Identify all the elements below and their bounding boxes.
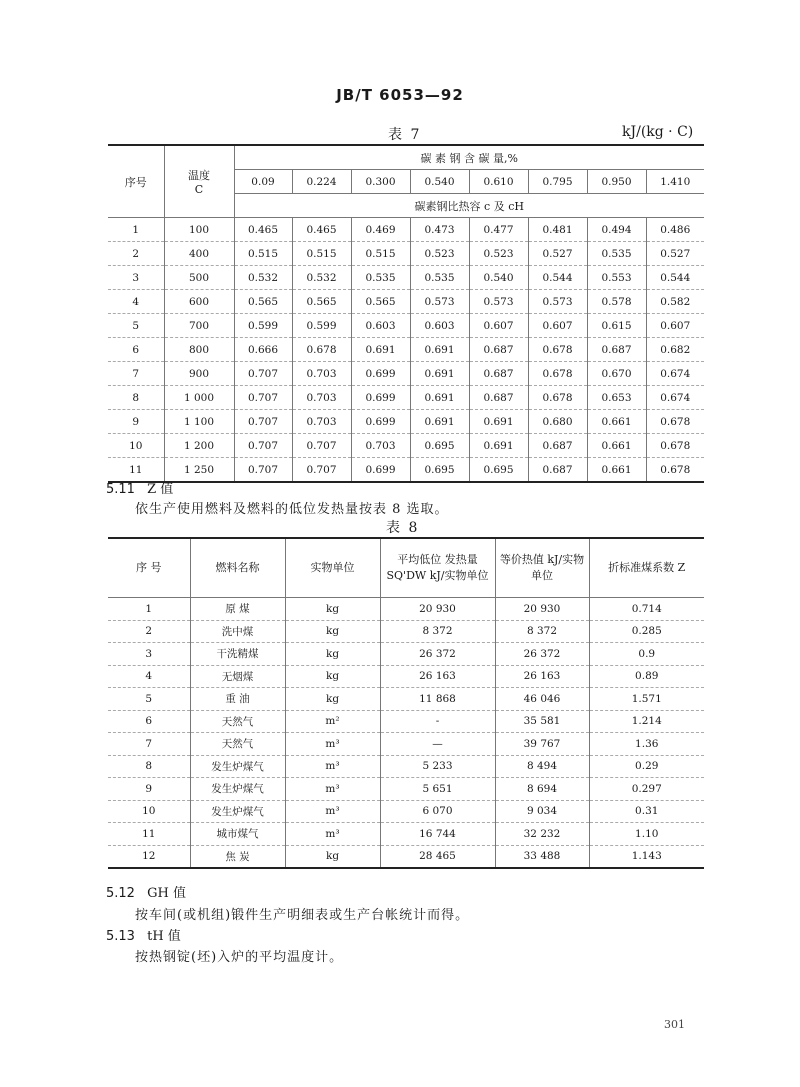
table7-seq-cell: 8 bbox=[108, 386, 164, 410]
table7-value-cell: 0.687 bbox=[587, 338, 646, 362]
section-5-13-text: 按热钢锭(坯)入炉的平均温度计。 bbox=[135, 950, 344, 965]
table7-value-cell: 0.661 bbox=[587, 410, 646, 434]
table-row bbox=[108, 458, 704, 483]
table8-avg-cell: 26 372 bbox=[380, 643, 495, 666]
table8-unit-cell: m³ bbox=[285, 778, 380, 801]
table8-seq-cell: 8 bbox=[108, 755, 190, 778]
table7-value-cell: 0.565 bbox=[234, 290, 292, 314]
table8-avg-cell: 26 163 bbox=[380, 665, 495, 688]
table8-avg-cell: — bbox=[380, 733, 495, 756]
table7-value-cell: 0.687 bbox=[528, 458, 587, 483]
table7-carbon-value: 0.300 bbox=[351, 170, 410, 194]
table8-avg-cell: 28 465 bbox=[380, 845, 495, 868]
table7-value-cell: 0.678 bbox=[528, 362, 587, 386]
table7-header-temp-line2: C bbox=[194, 183, 204, 196]
table8-name-cell: 干洗精煤 bbox=[190, 643, 285, 666]
table8-seq-cell: 10 bbox=[108, 800, 190, 823]
table7-value-cell: 0.707 bbox=[234, 434, 292, 458]
table8-seq-cell: 12 bbox=[108, 845, 190, 868]
table7-seq-cell: 3 bbox=[108, 266, 164, 290]
table7-value-cell: 0.515 bbox=[292, 242, 351, 266]
table7-value-cell: 0.565 bbox=[351, 290, 410, 314]
table7-carbon-value: 0.950 bbox=[587, 170, 646, 194]
table7-value-cell: 0.607 bbox=[528, 314, 587, 338]
section-5-11-title: Z 值 bbox=[147, 482, 174, 497]
table8-eq-cell: 33 488 bbox=[495, 845, 589, 868]
table7-carbon-value: 0.610 bbox=[469, 170, 528, 194]
table7-seq-cell: 5 bbox=[108, 314, 164, 338]
table8-seq-cell: 4 bbox=[108, 665, 190, 688]
table8-unit-cell: m³ bbox=[285, 755, 380, 778]
table7-value-cell: 0.707 bbox=[292, 434, 351, 458]
table-row bbox=[108, 338, 704, 362]
table7-value-cell: 0.707 bbox=[292, 458, 351, 483]
table7-value-cell: 0.666 bbox=[234, 338, 292, 362]
table7-temp-cell: 900 bbox=[164, 362, 234, 386]
table-row bbox=[108, 823, 704, 846]
table8-unit-cell: m² bbox=[285, 710, 380, 733]
table7-value-cell: 0.553 bbox=[587, 266, 646, 290]
table8-eq-cell: 39 767 bbox=[495, 733, 589, 756]
table8-eq-cell: 8 694 bbox=[495, 778, 589, 801]
table7-value-cell: 0.703 bbox=[292, 410, 351, 434]
table8-avg-cell: 20 930 bbox=[380, 598, 495, 621]
table8-eq-cell: 46 046 bbox=[495, 688, 589, 711]
section-5-11-number: 5.11 bbox=[106, 482, 135, 497]
table7-value-cell: 0.532 bbox=[292, 266, 351, 290]
table7-value-cell: 0.691 bbox=[410, 386, 469, 410]
section-5-12-text: 按车间(或机组)锻件生产明细表或生产台帐统计而得。 bbox=[135, 908, 470, 923]
table8-seq-cell: 9 bbox=[108, 778, 190, 801]
table7-value-cell: 0.578 bbox=[587, 290, 646, 314]
table8-avg-cell: 16 744 bbox=[380, 823, 495, 846]
table8-name-cell: 重 油 bbox=[190, 688, 285, 711]
table7-carbon-value: 0.09 bbox=[234, 170, 292, 194]
table8-avg-cell: 8 372 bbox=[380, 620, 495, 643]
table7-value-cell: 0.687 bbox=[528, 434, 587, 458]
table-row bbox=[108, 434, 704, 458]
table8-unit-cell: m³ bbox=[285, 800, 380, 823]
table-row bbox=[108, 266, 704, 290]
table8-z-cell: 1.36 bbox=[589, 733, 704, 756]
table7-unit: kJ/(kg · C) bbox=[622, 124, 694, 140]
table7-value-cell: 0.565 bbox=[292, 290, 351, 314]
section-5-12-heading bbox=[106, 882, 186, 901]
table-row bbox=[108, 845, 704, 868]
table7-value-cell: 0.691 bbox=[410, 410, 469, 434]
table7-value-cell: 0.695 bbox=[410, 434, 469, 458]
table8-name-cell: 原 煤 bbox=[190, 598, 285, 621]
section-5-13-title: tH 值 bbox=[147, 929, 181, 944]
table7-value-cell: 0.599 bbox=[234, 314, 292, 338]
table-row bbox=[108, 710, 704, 733]
table8-name-cell: 发生炉煤气 bbox=[190, 778, 285, 801]
table7-temp-cell: 1 100 bbox=[164, 410, 234, 434]
table8-eq-cell: 35 581 bbox=[495, 710, 589, 733]
table8-seq-cell: 7 bbox=[108, 733, 190, 756]
table7-value-cell: 0.699 bbox=[351, 410, 410, 434]
table7-temp-cell: 500 bbox=[164, 266, 234, 290]
table7-seq-cell: 10 bbox=[108, 434, 164, 458]
table-row bbox=[108, 800, 704, 823]
table7-value-cell: 0.691 bbox=[351, 338, 410, 362]
table7-value-cell: 0.603 bbox=[410, 314, 469, 338]
table7-temp-cell: 700 bbox=[164, 314, 234, 338]
table7-value-cell: 0.494 bbox=[587, 218, 646, 242]
table7-value-cell: 0.465 bbox=[234, 218, 292, 242]
table7-value-cell: 0.707 bbox=[234, 458, 292, 483]
table7-value-cell: 0.535 bbox=[410, 266, 469, 290]
table7-seq-cell: 9 bbox=[108, 410, 164, 434]
table-row bbox=[108, 598, 704, 621]
table7-value-cell: 0.544 bbox=[646, 266, 704, 290]
table7-value-cell: 0.523 bbox=[410, 242, 469, 266]
table7-value-cell: 0.486 bbox=[646, 218, 704, 242]
table7-value-cell: 0.703 bbox=[292, 362, 351, 386]
table8-unit-cell: m³ bbox=[285, 733, 380, 756]
table7-value-cell: 0.544 bbox=[528, 266, 587, 290]
table7-value-cell: 0.465 bbox=[292, 218, 351, 242]
table7-value-cell: 0.599 bbox=[292, 314, 351, 338]
table7-seq-cell: 4 bbox=[108, 290, 164, 314]
table8-name-cell: 焦 炭 bbox=[190, 845, 285, 868]
table7-value-cell: 0.699 bbox=[351, 362, 410, 386]
table7-temp-cell: 800 bbox=[164, 338, 234, 362]
table7-value-cell: 0.687 bbox=[469, 338, 528, 362]
table7-value-cell: 0.523 bbox=[469, 242, 528, 266]
table-row bbox=[108, 290, 704, 314]
table8-eq-cell: 9 034 bbox=[495, 800, 589, 823]
table7-value-cell: 0.532 bbox=[234, 266, 292, 290]
table8-z-cell: 0.89 bbox=[589, 665, 704, 688]
table7-value-cell: 0.670 bbox=[587, 362, 646, 386]
table8-avg-cell: 6 070 bbox=[380, 800, 495, 823]
table8-unit-cell: kg bbox=[285, 688, 380, 711]
table8-eq-cell: 26 163 bbox=[495, 665, 589, 688]
table8-name-cell: 无烟煤 bbox=[190, 665, 285, 688]
table8-z-cell: 0.9 bbox=[589, 643, 704, 666]
table7-value-cell: 0.573 bbox=[410, 290, 469, 314]
table7-value-cell: 0.607 bbox=[469, 314, 528, 338]
table8-header-cell: 等价热值 kJ/实物单位 bbox=[495, 538, 589, 598]
table7-value-cell: 0.515 bbox=[351, 242, 410, 266]
table8-name-cell: 发生炉煤气 bbox=[190, 800, 285, 823]
table7-value-cell: 0.481 bbox=[528, 218, 587, 242]
table8-avg-cell: 5 651 bbox=[380, 778, 495, 801]
section-5-12-title: GH 值 bbox=[147, 886, 186, 901]
table7-value-cell: 0.674 bbox=[646, 386, 704, 410]
table7-value-cell: 0.678 bbox=[292, 338, 351, 362]
table7-temp-cell: 1 200 bbox=[164, 434, 234, 458]
section-5-12-number: 5.12 bbox=[106, 886, 135, 901]
table7-value-cell: 0.674 bbox=[646, 362, 704, 386]
table8-unit-cell: kg bbox=[285, 665, 380, 688]
table8-header-cell: 平均低位 发热量 SQ'DW kJ/实物单位 bbox=[380, 538, 495, 598]
table7-value-cell: 0.699 bbox=[351, 386, 410, 410]
table7-heat-header: 碳素钢比热容 c 及 cH bbox=[234, 194, 704, 218]
table8-unit-cell: kg bbox=[285, 620, 380, 643]
table7-value-cell: 0.469 bbox=[351, 218, 410, 242]
table7-value-cell: 0.691 bbox=[410, 362, 469, 386]
table8-z-cell: 1.214 bbox=[589, 710, 704, 733]
document-header: JB/T 6053—92 bbox=[336, 86, 464, 104]
table7-value-cell: 0.535 bbox=[587, 242, 646, 266]
table8-z-cell: 1.571 bbox=[589, 688, 704, 711]
table7-value-cell: 0.515 bbox=[234, 242, 292, 266]
table8-z-cell: 0.714 bbox=[589, 598, 704, 621]
table7-value-cell: 0.699 bbox=[351, 458, 410, 483]
table8-avg-cell: 11 868 bbox=[380, 688, 495, 711]
table-row bbox=[108, 620, 704, 643]
table8-eq-cell: 32 232 bbox=[495, 823, 589, 846]
table7-value-cell: 0.653 bbox=[587, 386, 646, 410]
table7-header-temp-line1: 温度 bbox=[188, 169, 210, 182]
table7-value-cell: 0.691 bbox=[469, 434, 528, 458]
section-5-13-heading bbox=[106, 925, 181, 944]
table8-unit-cell: kg bbox=[285, 598, 380, 621]
table7-value-cell: 0.477 bbox=[469, 218, 528, 242]
table-row bbox=[108, 362, 704, 386]
table-row bbox=[108, 314, 704, 338]
table7-value-cell: 0.703 bbox=[292, 386, 351, 410]
table-row bbox=[108, 218, 704, 242]
page-number: 301 bbox=[664, 1018, 685, 1031]
table7-value-cell: 0.678 bbox=[646, 434, 704, 458]
table-row bbox=[108, 386, 704, 410]
table8-name-cell: 天然气 bbox=[190, 710, 285, 733]
table7-value-cell: 0.678 bbox=[646, 410, 704, 434]
table7-seq-cell: 6 bbox=[108, 338, 164, 362]
table8-name-cell: 洗中煤 bbox=[190, 620, 285, 643]
table8-z-cell: 0.29 bbox=[589, 755, 704, 778]
table-row bbox=[108, 755, 704, 778]
table7-value-cell: 0.527 bbox=[528, 242, 587, 266]
table7-temp-cell: 100 bbox=[164, 218, 234, 242]
table7-value-cell: 0.691 bbox=[469, 410, 528, 434]
table7-seq-cell: 11 bbox=[108, 458, 164, 483]
table-row bbox=[108, 778, 704, 801]
table7-value-cell: 0.687 bbox=[469, 386, 528, 410]
table-row bbox=[108, 643, 704, 666]
table-row bbox=[108, 733, 704, 756]
table-row bbox=[108, 688, 704, 711]
table8-seq-cell: 5 bbox=[108, 688, 190, 711]
table7-value-cell: 0.535 bbox=[351, 266, 410, 290]
table8-name-cell: 发生炉煤气 bbox=[190, 755, 285, 778]
table8-eq-cell: 8 494 bbox=[495, 755, 589, 778]
table8-caption: 表 8 bbox=[386, 520, 420, 536]
table-row bbox=[108, 242, 704, 266]
table8-seq-cell: 11 bbox=[108, 823, 190, 846]
table7-value-cell: 0.678 bbox=[528, 386, 587, 410]
table8-z-cell: 1.10 bbox=[589, 823, 704, 846]
table7-value-cell: 0.661 bbox=[587, 458, 646, 483]
table7-value-cell: 0.707 bbox=[234, 386, 292, 410]
table8-z-cell: 0.31 bbox=[589, 800, 704, 823]
table8-seq-cell: 6 bbox=[108, 710, 190, 733]
table7-temp-cell: 1 000 bbox=[164, 386, 234, 410]
table8-seq-cell: 3 bbox=[108, 643, 190, 666]
table7-value-cell: 0.473 bbox=[410, 218, 469, 242]
table7-header-temp bbox=[164, 145, 234, 218]
table8-unit-cell: kg bbox=[285, 845, 380, 868]
table7-value-cell: 0.603 bbox=[351, 314, 410, 338]
table7-value-cell: 0.678 bbox=[528, 338, 587, 362]
table8-eq-cell: 8 372 bbox=[495, 620, 589, 643]
table7-value-cell: 0.707 bbox=[234, 410, 292, 434]
table7-caption: 表 7 bbox=[388, 127, 422, 143]
table7 bbox=[108, 144, 704, 483]
table7-seq-cell: 1 bbox=[108, 218, 164, 242]
table7-seq-cell: 2 bbox=[108, 242, 164, 266]
table-row bbox=[108, 410, 704, 434]
table7-seq-cell: 7 bbox=[108, 362, 164, 386]
table7-value-cell: 0.573 bbox=[469, 290, 528, 314]
table7-value-cell: 0.615 bbox=[587, 314, 646, 338]
table8-unit-cell: kg bbox=[285, 643, 380, 666]
table7-value-cell: 0.687 bbox=[469, 362, 528, 386]
table8-unit-cell: m³ bbox=[285, 823, 380, 846]
table7-value-cell: 0.682 bbox=[646, 338, 704, 362]
table8-z-cell: 1.143 bbox=[589, 845, 704, 868]
table7-value-cell: 0.582 bbox=[646, 290, 704, 314]
table8-z-cell: 0.297 bbox=[589, 778, 704, 801]
table-row bbox=[108, 665, 704, 688]
section-5-11-text: 依生产使用燃料及燃料的低位发热量按表 8 选取。 bbox=[135, 502, 449, 517]
table7-value-cell: 0.607 bbox=[646, 314, 704, 338]
table7-value-cell: 0.527 bbox=[646, 242, 704, 266]
table7-value-cell: 0.695 bbox=[410, 458, 469, 483]
table8-header-cell: 折标准煤系数 Z bbox=[589, 538, 704, 598]
table8-eq-cell: 20 930 bbox=[495, 598, 589, 621]
table7-value-cell: 0.707 bbox=[234, 362, 292, 386]
table7-carbon-value: 0.224 bbox=[292, 170, 351, 194]
table7-temp-cell: 1 250 bbox=[164, 458, 234, 483]
table8-seq-cell: 2 bbox=[108, 620, 190, 643]
table7-carbon-value: 1.410 bbox=[646, 170, 704, 194]
table8 bbox=[108, 537, 704, 869]
table8-avg-cell: 5 233 bbox=[380, 755, 495, 778]
table7-value-cell: 0.691 bbox=[410, 338, 469, 362]
table8-avg-cell: - bbox=[380, 710, 495, 733]
table7-value-cell: 0.540 bbox=[469, 266, 528, 290]
table8-eq-cell: 26 372 bbox=[495, 643, 589, 666]
table8-name-cell: 城市煤气 bbox=[190, 823, 285, 846]
table7-value-cell: 0.678 bbox=[646, 458, 704, 483]
table7-value-cell: 0.703 bbox=[351, 434, 410, 458]
table7-carbon-value: 0.795 bbox=[528, 170, 587, 194]
table8-z-cell: 0.285 bbox=[589, 620, 704, 643]
table8-header-cell: 实物单位 bbox=[285, 538, 380, 598]
table7-value-cell: 0.695 bbox=[469, 458, 528, 483]
table7-temp-cell: 400 bbox=[164, 242, 234, 266]
table7-carbon-header: 碳 素 钢 含 碳 量,% bbox=[234, 145, 704, 170]
table8-header-cell: 燃料名称 bbox=[190, 538, 285, 598]
table7-value-cell: 0.680 bbox=[528, 410, 587, 434]
section-5-13-number: 5.13 bbox=[106, 929, 135, 944]
table7-carbon-value: 0.540 bbox=[410, 170, 469, 194]
section-5-11-heading bbox=[106, 478, 173, 497]
table8-header-cell: 序 号 bbox=[108, 538, 190, 598]
table7-header-seq: 序号 bbox=[108, 145, 164, 218]
table7-value-cell: 0.661 bbox=[587, 434, 646, 458]
table8-name-cell: 天然气 bbox=[190, 733, 285, 756]
table7-value-cell: 0.573 bbox=[528, 290, 587, 314]
table8-seq-cell: 1 bbox=[108, 598, 190, 621]
table7-temp-cell: 600 bbox=[164, 290, 234, 314]
